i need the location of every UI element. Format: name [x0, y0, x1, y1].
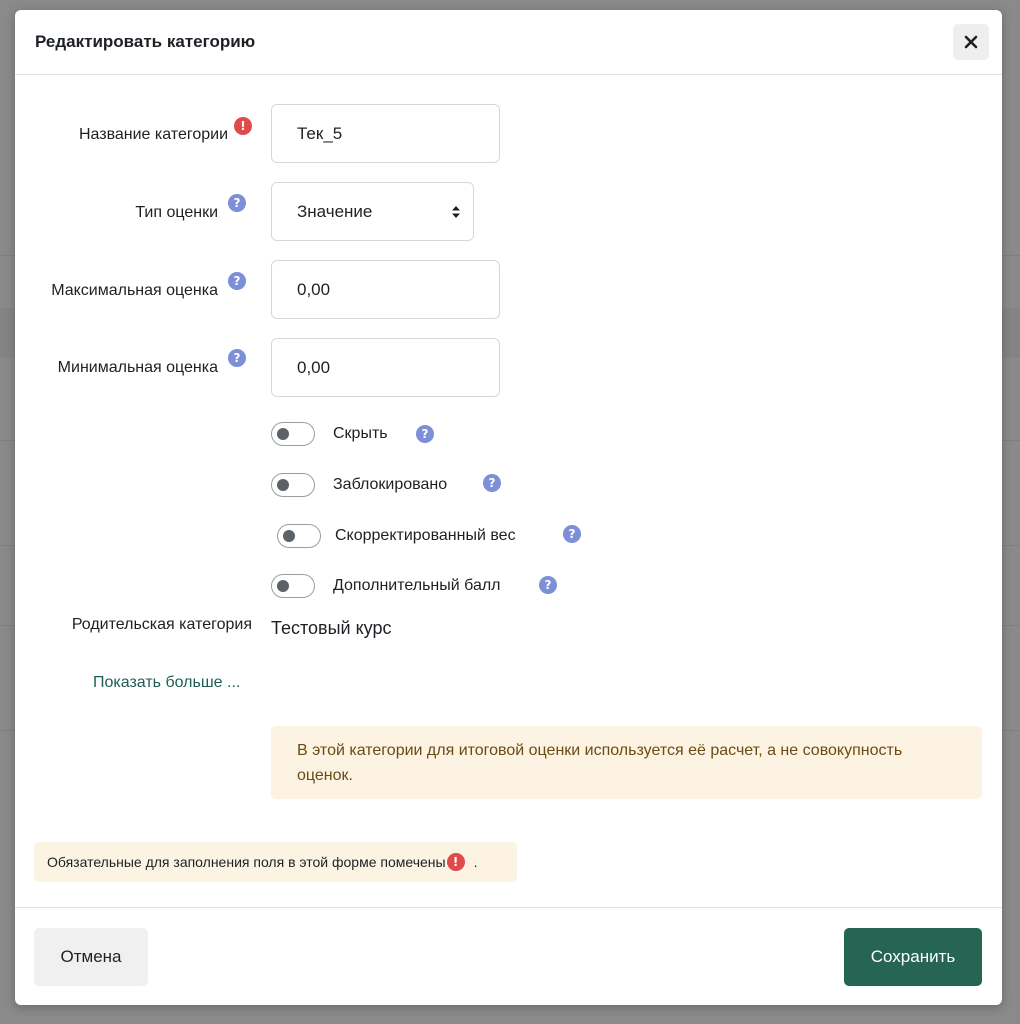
adjusted-weight-toggle-label: Скорректированный вес: [335, 527, 516, 544]
info-alert: [271, 726, 982, 799]
extra-credit-toggle-label: Дополнительный балл: [333, 577, 501, 594]
required-note-period: .: [473, 854, 478, 870]
parent-category-value: Тестовый курс: [271, 618, 392, 638]
close-button[interactable]: [953, 24, 989, 60]
parent-category-label: Родительская категория: [71, 616, 252, 633]
close-icon: [964, 35, 978, 49]
select-arrows-icon: [451, 205, 461, 219]
info-alert-text: В этой категории для итоговой оценки используется её расчет, а не совокупность оценок.: [297, 742, 903, 784]
show-more-link[interactable]: Показать больше ...: [93, 674, 241, 691]
help-icon[interactable]: ?: [483, 474, 501, 492]
min-grade-input[interactable]: [271, 338, 500, 397]
help-icon[interactable]: ?: [416, 425, 434, 443]
min-grade-label: Минимальная оценка: [57, 359, 218, 376]
category-name-label: Название категории: [78, 126, 228, 143]
grade-type-select[interactable]: [271, 182, 474, 241]
save-button[interactable]: Сохранить: [844, 928, 982, 986]
help-icon[interactable]: ?: [228, 194, 246, 212]
locked-toggle[interactable]: [271, 473, 315, 497]
edit-category-modal: [15, 10, 1002, 1005]
help-icon[interactable]: ?: [563, 525, 581, 543]
help-icon[interactable]: ?: [539, 576, 557, 594]
hide-toggle[interactable]: [271, 422, 315, 446]
required-fields-note: [34, 842, 517, 882]
min-grade-value: 0,00: [297, 357, 331, 377]
modal-title: Редактировать категорию: [35, 32, 256, 51]
adjusted-weight-toggle[interactable]: [277, 524, 321, 548]
required-icon: !: [447, 853, 465, 871]
hide-toggle-label: Скрыть: [333, 425, 388, 442]
max-grade-label: Максимальная оценка: [51, 282, 218, 299]
locked-toggle-label: Заблокировано: [333, 476, 448, 493]
category-name-value: Тек_5: [297, 123, 343, 143]
toggle-knob: [277, 580, 289, 592]
modal-header: [15, 10, 1002, 75]
help-icon[interactable]: ?: [228, 349, 246, 367]
toggle-knob: [277, 428, 289, 440]
grade-type-value: Значение: [297, 201, 373, 221]
help-icon[interactable]: ?: [228, 272, 246, 290]
max-grade-value: 0,00: [297, 279, 331, 299]
cancel-button[interactable]: Отмена: [34, 928, 148, 986]
toggle-knob: [277, 479, 289, 491]
toggle-knob: [283, 530, 295, 542]
max-grade-input[interactable]: [271, 260, 500, 319]
required-icon: !: [234, 117, 252, 135]
category-name-input[interactable]: [271, 104, 500, 163]
required-note-text: Обязательные для заполнения поля в этой форме помечены: [47, 854, 446, 870]
modal-footer: [15, 907, 1002, 1005]
grade-type-label: Тип оценки: [135, 204, 218, 221]
extra-credit-toggle[interactable]: [271, 574, 315, 598]
